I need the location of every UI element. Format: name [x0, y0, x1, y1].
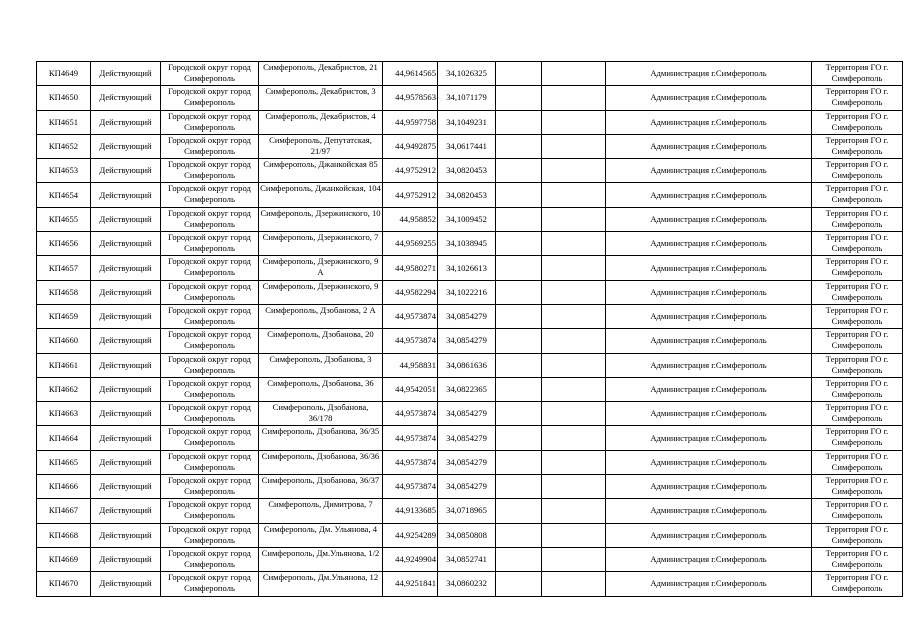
district-cell: Городской округ город Симферополь	[161, 450, 259, 474]
empty-cell	[542, 402, 606, 426]
territory-cell: Территория ГО г. Симферополь	[812, 207, 903, 231]
latitude-cell: 44,9614565	[383, 62, 438, 86]
site-id-cell: КП4657	[37, 256, 91, 280]
address-cell: Симферополь, Димитрова, 7	[259, 499, 383, 523]
empty-cell	[542, 450, 606, 474]
status-cell: Действующий	[91, 377, 161, 401]
latitude-cell: 44,9569255	[383, 232, 438, 256]
empty-cell	[542, 547, 606, 571]
district-cell: Городской округ город Симферополь	[161, 353, 259, 377]
owner-cell: Администрация г.Симферополь	[606, 134, 812, 158]
site-id-cell: КП4651	[37, 110, 91, 134]
owner-cell: Администрация г.Симферополь	[606, 110, 812, 134]
address-cell: Симферополь, Дзобанова, 36/37	[259, 475, 383, 499]
latitude-cell: 44,9573874	[383, 450, 438, 474]
longitude-cell: 34,1049231	[438, 110, 496, 134]
latitude-cell: 44,9573874	[383, 402, 438, 426]
address-cell: Симферополь, Дзобанова, 36/178	[259, 402, 383, 426]
district-cell: Городской округ город Симферополь	[161, 207, 259, 231]
status-cell: Действующий	[91, 426, 161, 450]
table-row	[37, 183, 903, 207]
owner-cell: Администрация г.Симферополь	[606, 329, 812, 353]
empty-cell	[496, 207, 542, 231]
empty-cell	[496, 402, 542, 426]
status-cell: Действующий	[91, 304, 161, 328]
status-cell: Действующий	[91, 402, 161, 426]
empty-cell	[542, 183, 606, 207]
owner-cell: Администрация г.Симферополь	[606, 232, 812, 256]
table-row	[37, 450, 903, 474]
table-row	[37, 353, 903, 377]
status-cell: Действующий	[91, 183, 161, 207]
empty-cell	[542, 377, 606, 401]
district-cell: Городской округ город Симферополь	[161, 134, 259, 158]
table-row	[37, 329, 903, 353]
district-cell: Городской округ город Симферополь	[161, 523, 259, 547]
longitude-cell: 34,1071179	[438, 86, 496, 110]
address-cell: Симферополь, Джанкойская 85	[259, 159, 383, 183]
site-id-cell: КП4659	[37, 304, 91, 328]
status-cell: Действующий	[91, 523, 161, 547]
address-cell: Симферополь, Декабристов, 21	[259, 62, 383, 86]
latitude-cell: 44,9752912	[383, 159, 438, 183]
site-id-cell: КП4650	[37, 86, 91, 110]
empty-cell	[496, 256, 542, 280]
address-cell: Симферополь, Дм. Ульянова, 4	[259, 523, 383, 547]
territory-cell: Территория ГО г. Симферополь	[812, 183, 903, 207]
table-row	[37, 475, 903, 499]
empty-cell	[542, 134, 606, 158]
territory-cell: Территория ГО г. Симферополь	[812, 232, 903, 256]
district-cell: Городской округ город Симферополь	[161, 256, 259, 280]
status-cell: Действующий	[91, 353, 161, 377]
territory-cell: Территория ГО г. Симферополь	[812, 86, 903, 110]
empty-cell	[542, 499, 606, 523]
address-cell: Симферополь, Дзобанова, 36/35	[259, 426, 383, 450]
latitude-cell: 44,9752912	[383, 183, 438, 207]
table-row	[37, 377, 903, 401]
empty-cell	[496, 329, 542, 353]
status-cell: Действующий	[91, 256, 161, 280]
territory-cell: Территория ГО г. Симферополь	[812, 304, 903, 328]
status-cell: Действующий	[91, 280, 161, 304]
district-cell: Городской округ город Симферополь	[161, 62, 259, 86]
owner-cell: Администрация г.Симферополь	[606, 402, 812, 426]
territory-cell: Территория ГО г. Симферополь	[812, 329, 903, 353]
owner-cell: Администрация г.Симферополь	[606, 377, 812, 401]
longitude-cell: 34,0861636	[438, 353, 496, 377]
owner-cell: Администрация г.Симферополь	[606, 62, 812, 86]
territory-cell: Территория ГО г. Симферополь	[812, 547, 903, 571]
status-cell: Действующий	[91, 572, 161, 596]
site-id-cell: КП4670	[37, 572, 91, 596]
latitude-cell: 44,9597758	[383, 110, 438, 134]
site-id-cell: КП4667	[37, 499, 91, 523]
table-row	[37, 159, 903, 183]
empty-cell	[496, 134, 542, 158]
empty-cell	[496, 280, 542, 304]
latitude-cell: 44,9133685	[383, 499, 438, 523]
site-id-cell: КП4663	[37, 402, 91, 426]
territory-cell: Территория ГО г. Симферополь	[812, 377, 903, 401]
territory-cell: Территория ГО г. Симферополь	[812, 572, 903, 596]
territory-cell: Территория ГО г. Симферополь	[812, 450, 903, 474]
status-cell: Действующий	[91, 499, 161, 523]
address-cell: Симферополь, Дм.Ульянова, 1/2	[259, 547, 383, 571]
latitude-cell: 44,958852	[383, 207, 438, 231]
latitude-cell: 44,9254289	[383, 523, 438, 547]
longitude-cell: 34,1009452	[438, 207, 496, 231]
territory-cell: Территория ГО г. Симферополь	[812, 280, 903, 304]
longitude-cell: 34,1026325	[438, 62, 496, 86]
status-cell: Действующий	[91, 134, 161, 158]
longitude-cell: 34,0854279	[438, 475, 496, 499]
district-cell: Городской округ город Симферополь	[161, 183, 259, 207]
empty-cell	[496, 159, 542, 183]
owner-cell: Администрация г.Симферополь	[606, 426, 812, 450]
address-cell: Симферополь, Дзержинского, 10	[259, 207, 383, 231]
longitude-cell: 34,0854279	[438, 450, 496, 474]
status-cell: Действующий	[91, 159, 161, 183]
owner-cell: Администрация г.Симферополь	[606, 523, 812, 547]
longitude-cell: 34,1026613	[438, 256, 496, 280]
address-cell: Симферополь, Дзобанова, 36/36	[259, 450, 383, 474]
owner-cell: Администрация г.Симферополь	[606, 450, 812, 474]
territory-cell: Территория ГО г. Симферополь	[812, 62, 903, 86]
empty-cell	[496, 547, 542, 571]
status-cell: Действующий	[91, 110, 161, 134]
latitude-cell: 44,9251841	[383, 572, 438, 596]
district-cell: Городской округ город Симферополь	[161, 572, 259, 596]
status-cell: Действующий	[91, 329, 161, 353]
empty-cell	[542, 256, 606, 280]
empty-cell	[542, 329, 606, 353]
empty-cell	[496, 110, 542, 134]
site-id-cell: КП4666	[37, 475, 91, 499]
empty-cell	[496, 426, 542, 450]
site-id-cell: КП4661	[37, 353, 91, 377]
empty-cell	[496, 62, 542, 86]
address-cell: Симферополь, Джанкойская, 104	[259, 183, 383, 207]
district-cell: Городской округ город Симферополь	[161, 402, 259, 426]
longitude-cell: 34,0820453	[438, 183, 496, 207]
longitude-cell: 34,0820453	[438, 159, 496, 183]
latitude-cell: 44,9249904	[383, 547, 438, 571]
territory-cell: Территория ГО г. Симферополь	[812, 475, 903, 499]
latitude-cell: 44,9492875	[383, 134, 438, 158]
district-cell: Городской округ город Симферополь	[161, 232, 259, 256]
owner-cell: Администрация г.Симферополь	[606, 499, 812, 523]
empty-cell	[542, 353, 606, 377]
longitude-cell: 34,0617441	[438, 134, 496, 158]
empty-cell	[496, 523, 542, 547]
table-row	[37, 426, 903, 450]
territory-cell: Территория ГО г. Симферополь	[812, 402, 903, 426]
table-row	[37, 547, 903, 571]
empty-cell	[542, 159, 606, 183]
empty-cell	[542, 304, 606, 328]
owner-cell: Администрация г.Симферополь	[606, 572, 812, 596]
longitude-cell: 34,0854279	[438, 304, 496, 328]
empty-cell	[496, 304, 542, 328]
address-cell: Симферополь, Дзержинского, 9 А	[259, 256, 383, 280]
empty-cell	[496, 86, 542, 110]
owner-cell: Администрация г.Симферополь	[606, 280, 812, 304]
table-row	[37, 86, 903, 110]
latitude-cell: 44,9573874	[383, 329, 438, 353]
owner-cell: Администрация г.Симферополь	[606, 256, 812, 280]
territory-cell: Территория ГО г. Симферополь	[812, 134, 903, 158]
latitude-cell: 44,9582294	[383, 280, 438, 304]
address-cell: Симферополь, Дзержинского, 9	[259, 280, 383, 304]
district-cell: Городской округ город Симферополь	[161, 329, 259, 353]
longitude-cell: 34,0854279	[438, 426, 496, 450]
site-id-cell: КП4654	[37, 183, 91, 207]
empty-cell	[496, 377, 542, 401]
district-cell: Городской округ город Симферополь	[161, 159, 259, 183]
district-cell: Городской округ город Симферополь	[161, 110, 259, 134]
site-id-cell: КП4653	[37, 159, 91, 183]
site-id-cell: КП4656	[37, 232, 91, 256]
address-cell: Симферополь, Дзобанова, 2 А	[259, 304, 383, 328]
owner-cell: Администрация г.Симферополь	[606, 207, 812, 231]
longitude-cell: 34,0854279	[438, 402, 496, 426]
site-id-cell: КП4664	[37, 426, 91, 450]
table-row	[37, 280, 903, 304]
empty-cell	[542, 207, 606, 231]
territory-cell: Территория ГО г. Симферополь	[812, 256, 903, 280]
status-cell: Действующий	[91, 62, 161, 86]
table-row	[37, 402, 903, 426]
empty-cell	[542, 86, 606, 110]
empty-cell	[542, 232, 606, 256]
empty-cell	[496, 232, 542, 256]
empty-cell	[496, 450, 542, 474]
owner-cell: Администрация г.Симферополь	[606, 86, 812, 110]
table-row	[37, 232, 903, 256]
address-cell: Симферополь, Дзобанова, 3	[259, 353, 383, 377]
site-id-cell: КП4658	[37, 280, 91, 304]
table-row	[37, 207, 903, 231]
district-cell: Городской округ город Симферополь	[161, 304, 259, 328]
status-cell: Действующий	[91, 86, 161, 110]
district-cell: Городской округ город Симферополь	[161, 547, 259, 571]
table-row	[37, 304, 903, 328]
district-cell: Городской округ город Симферополь	[161, 377, 259, 401]
empty-cell	[542, 280, 606, 304]
territory-cell: Территория ГО г. Симферополь	[812, 523, 903, 547]
empty-cell	[542, 475, 606, 499]
table-row	[37, 572, 903, 596]
site-id-cell: КП4660	[37, 329, 91, 353]
address-cell: Симферополь, Декабристов, 4	[259, 110, 383, 134]
owner-cell: Администрация г.Симферополь	[606, 159, 812, 183]
site-id-cell: КП4662	[37, 377, 91, 401]
empty-cell	[496, 499, 542, 523]
address-cell: Симферополь, Дзобанова, 20	[259, 329, 383, 353]
address-cell: Симферополь, Дм.Ульянова, 12	[259, 572, 383, 596]
latitude-cell: 44,9580271	[383, 256, 438, 280]
longitude-cell: 34,0860232	[438, 572, 496, 596]
latitude-cell: 44,9573874	[383, 304, 438, 328]
empty-cell	[542, 426, 606, 450]
latitude-cell: 44,9573874	[383, 475, 438, 499]
empty-cell	[542, 572, 606, 596]
longitude-cell: 34,0850808	[438, 523, 496, 547]
site-id-cell: КП4649	[37, 62, 91, 86]
address-cell: Симферополь, Дзержинского, 7	[259, 232, 383, 256]
empty-cell	[496, 353, 542, 377]
owner-cell: Администрация г.Симферополь	[606, 547, 812, 571]
status-cell: Действующий	[91, 207, 161, 231]
empty-cell	[496, 183, 542, 207]
owner-cell: Администрация г.Симферополь	[606, 475, 812, 499]
address-cell: Симферополь, Дзобанова, 36	[259, 377, 383, 401]
table-row	[37, 62, 903, 86]
longitude-cell: 34,0852741	[438, 547, 496, 571]
address-cell: Симферополь, Депутатская, 21/97	[259, 134, 383, 158]
district-cell: Городской округ город Симферополь	[161, 280, 259, 304]
district-cell: Городской округ город Симферополь	[161, 499, 259, 523]
district-cell: Городской округ город Симферополь	[161, 86, 259, 110]
table-body	[37, 62, 903, 597]
empty-cell	[542, 523, 606, 547]
status-cell: Действующий	[91, 450, 161, 474]
table-row	[37, 499, 903, 523]
longitude-cell: 34,1022216	[438, 280, 496, 304]
address-cell: Симферополь, Декабристов, 3	[259, 86, 383, 110]
territory-cell: Территория ГО г. Симферополь	[812, 426, 903, 450]
site-id-cell: КП4668	[37, 523, 91, 547]
site-id-cell: КП4652	[37, 134, 91, 158]
owner-cell: Администрация г.Симферополь	[606, 304, 812, 328]
empty-cell	[496, 572, 542, 596]
table-row	[37, 110, 903, 134]
district-cell: Городской округ город Симферополь	[161, 475, 259, 499]
latitude-cell: 44,9573874	[383, 426, 438, 450]
owner-cell: Администрация г.Симферополь	[606, 183, 812, 207]
longitude-cell: 34,0718965	[438, 499, 496, 523]
owner-cell: Администрация г.Симферополь	[606, 353, 812, 377]
site-id-cell: КП4665	[37, 450, 91, 474]
empty-cell	[542, 110, 606, 134]
longitude-cell: 34,1038945	[438, 232, 496, 256]
latitude-cell: 44,9578563	[383, 86, 438, 110]
latitude-cell: 44,9542051	[383, 377, 438, 401]
latitude-cell: 44,958831	[383, 353, 438, 377]
container-sites-table	[36, 61, 903, 597]
site-id-cell: КП4655	[37, 207, 91, 231]
empty-cell	[542, 62, 606, 86]
territory-cell: Территория ГО г. Симферополь	[812, 353, 903, 377]
site-id-cell: КП4669	[37, 547, 91, 571]
empty-cell	[496, 475, 542, 499]
table-row	[37, 256, 903, 280]
table-row	[37, 134, 903, 158]
territory-cell: Территория ГО г. Симферополь	[812, 110, 903, 134]
territory-cell: Территория ГО г. Симферополь	[812, 499, 903, 523]
district-cell: Городской округ город Симферополь	[161, 426, 259, 450]
table-row	[37, 523, 903, 547]
status-cell: Действующий	[91, 547, 161, 571]
territory-cell: Территория ГО г. Симферополь	[812, 159, 903, 183]
status-cell: Действующий	[91, 232, 161, 256]
longitude-cell: 34,0822365	[438, 377, 496, 401]
status-cell: Действующий	[91, 475, 161, 499]
longitude-cell: 34,0854279	[438, 329, 496, 353]
